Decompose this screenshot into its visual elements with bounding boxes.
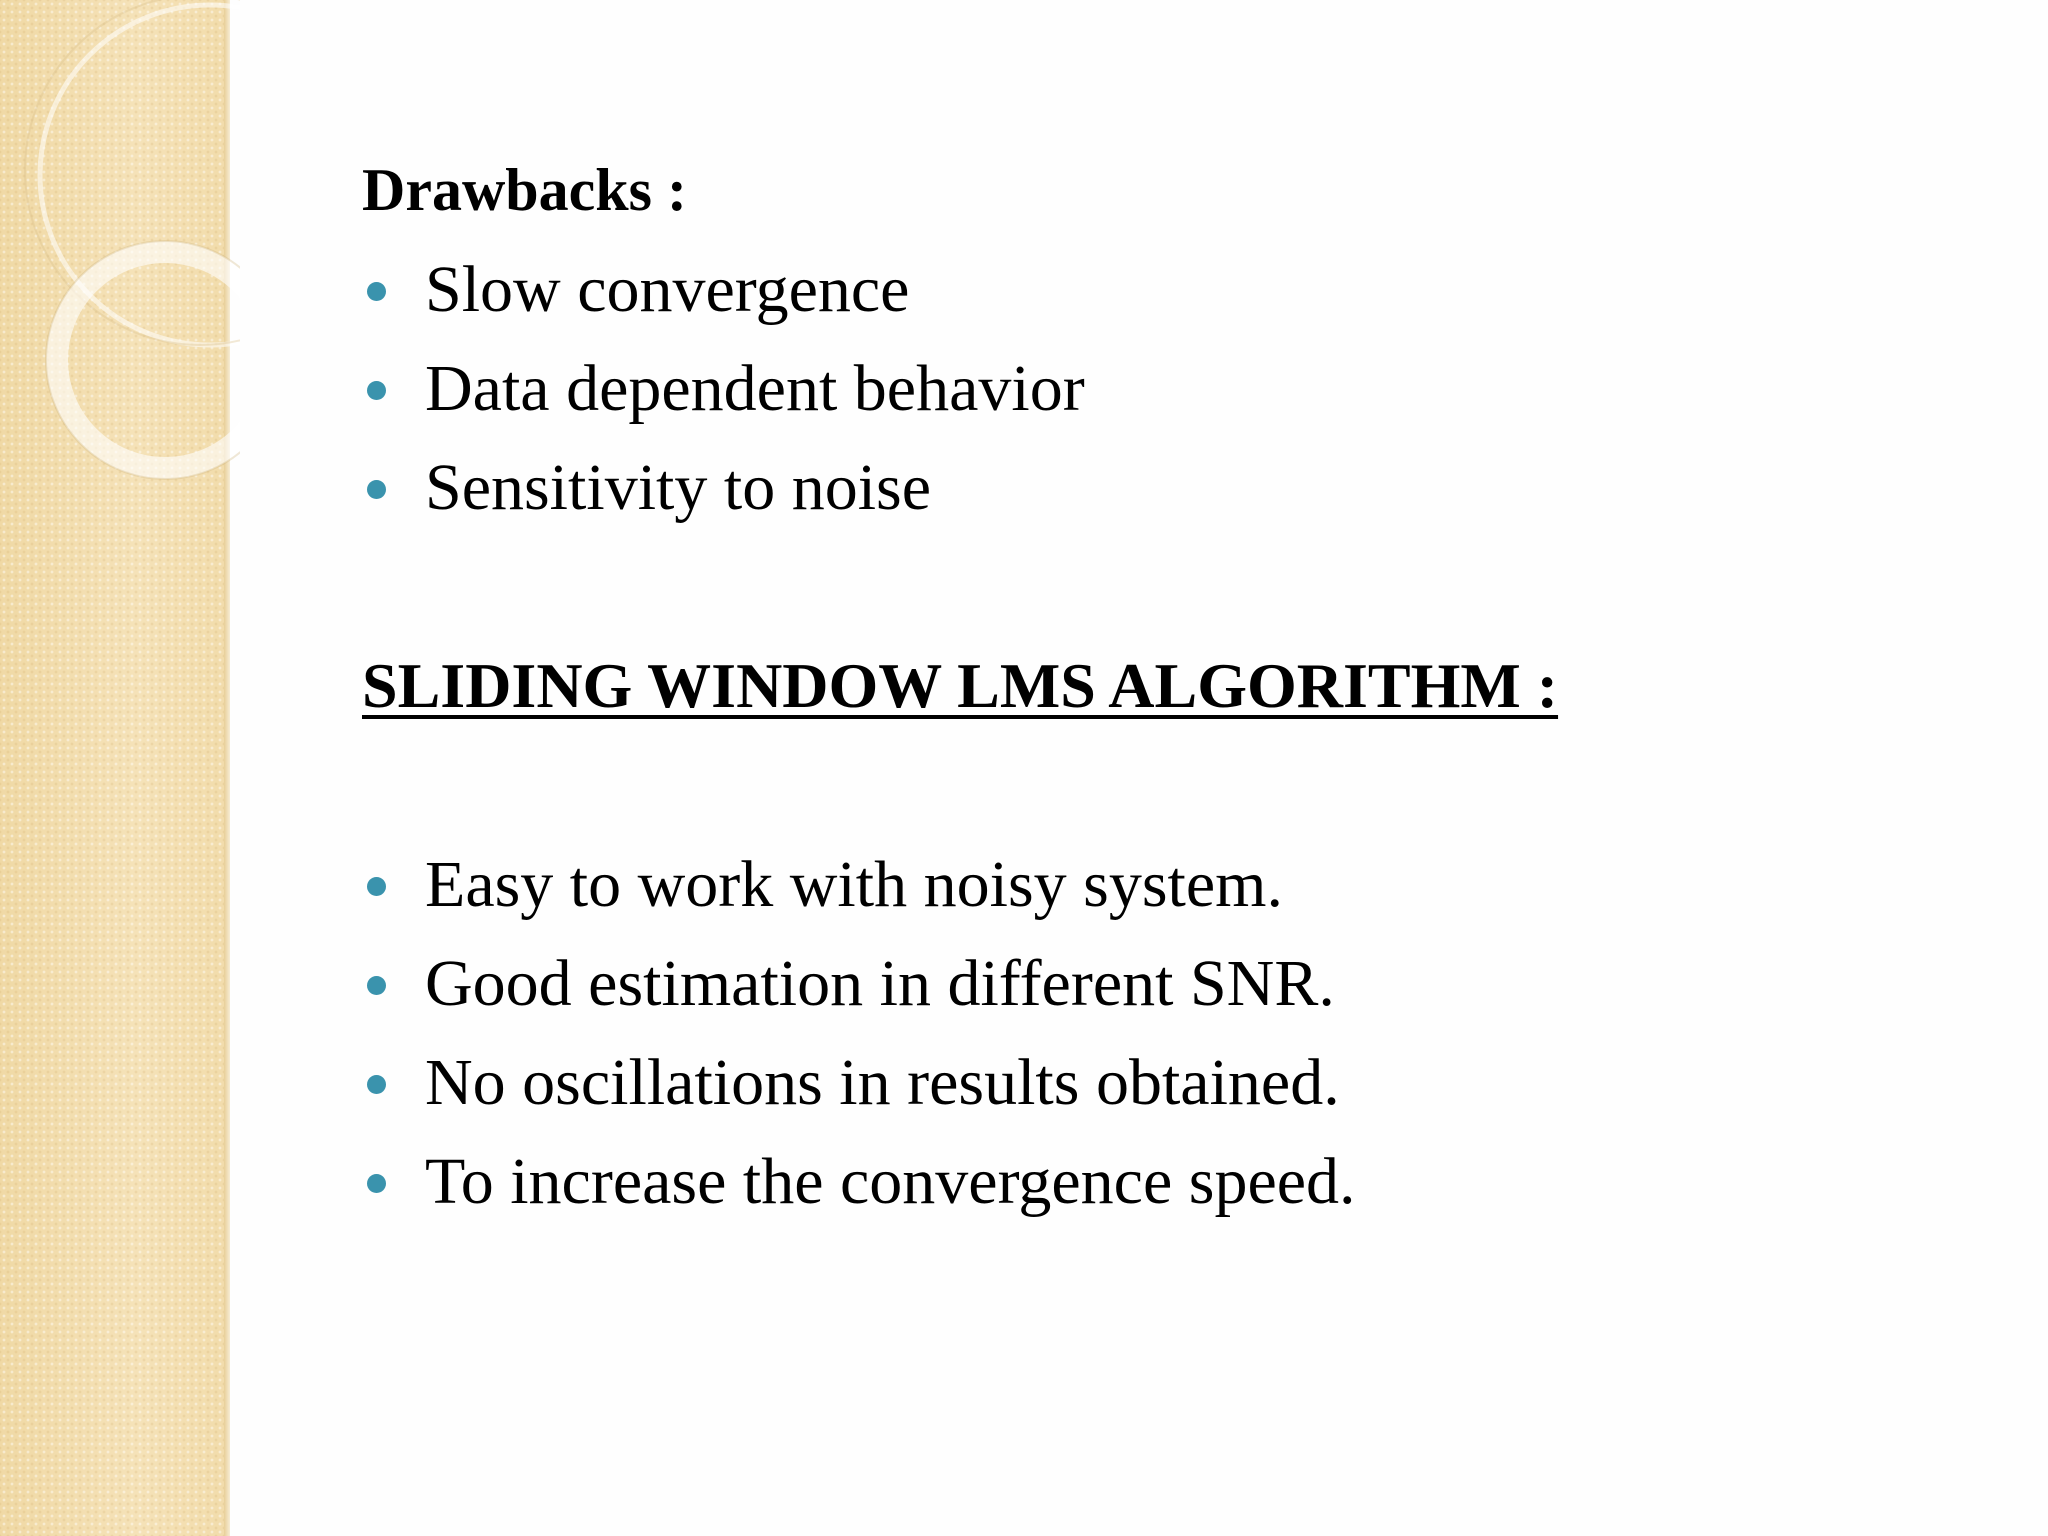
list-item-text: To increase the convergence speed. [425,1145,1356,1218]
list-item-text: Slow convergence [425,253,910,326]
list-item-text: Sensitivity to noise [425,451,932,524]
bullet-icon [367,282,386,301]
bullet-icon [367,1174,386,1193]
list-item-text: Easy to work with noisy system. [425,848,1283,921]
bullet-icon [367,480,386,499]
sliding-window-heading: SLIDING WINDOW LMS ALGORITHM : [362,650,1559,721]
list-item-text: No oscillations in results obtained. [425,1046,1340,1119]
bullet-icon [367,1075,386,1094]
bullet-icon [367,381,386,400]
decorative-rings [0,0,240,520]
bullet-icon [367,976,386,995]
list-item-text: Data dependent behavior [425,352,1085,425]
list-item-text: Good estimation in different SNR. [425,947,1335,1020]
drawbacks-heading: Drawbacks : [362,157,687,223]
bullet-icon [367,877,386,896]
